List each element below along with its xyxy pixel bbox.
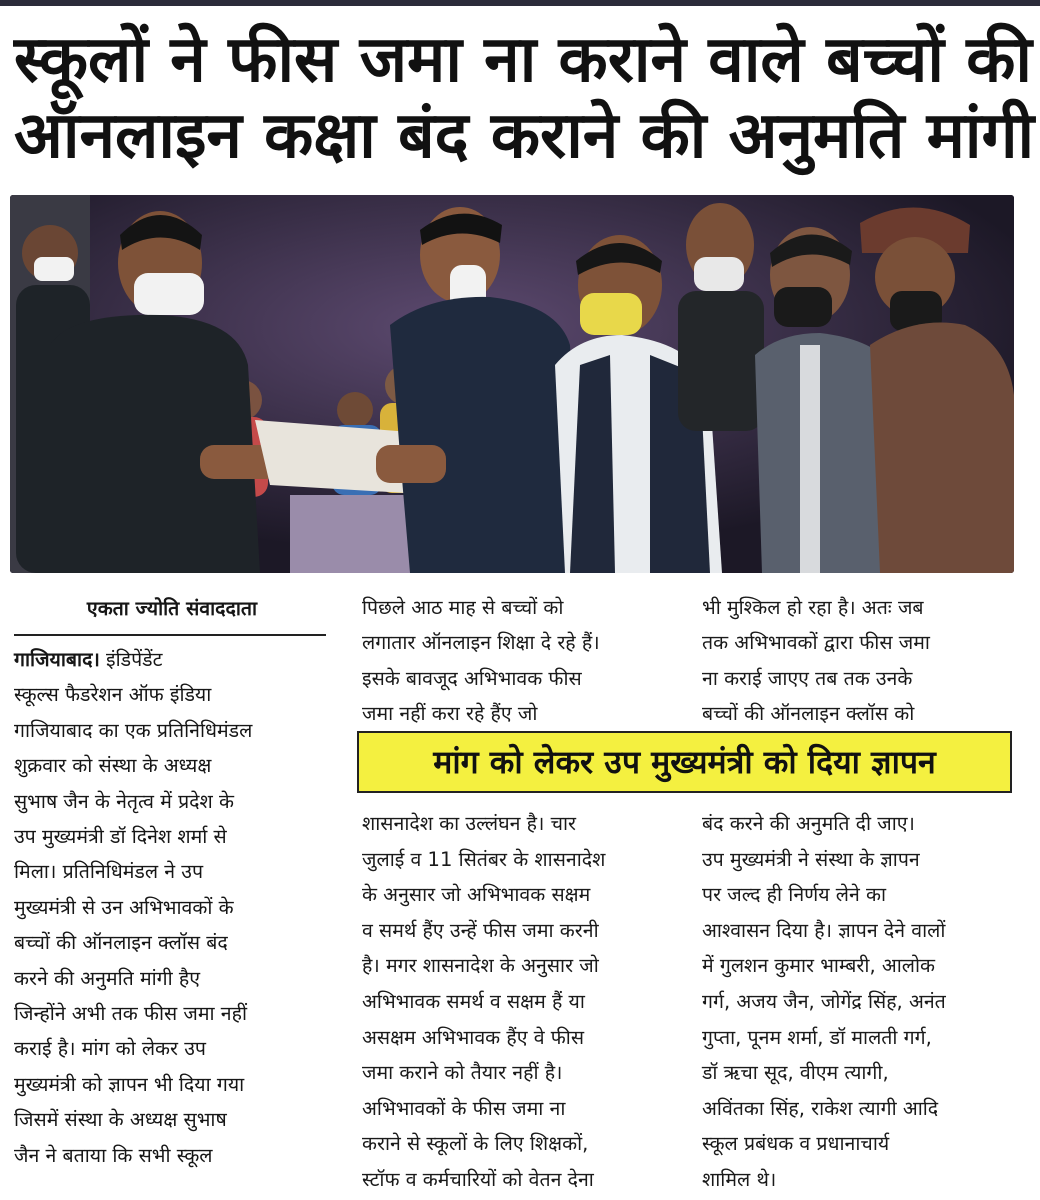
column-1-line: मुख्यमंत्री को ज्ञापन भी दिया गया (14, 1072, 245, 1096)
column-3-line: में गुलशन कुमार भाम्बरी, आलोक (702, 954, 936, 978)
column-3-line: बंद करने की अनुमति दी जाए। (702, 812, 915, 835)
column-2-line: के अनुसार जो अभिभावक सक्षम (362, 883, 591, 907)
column-3-line: अविंतका सिंह, राकेश त्यागी आदि (702, 1096, 939, 1120)
column-1-line: मिला। प्रतिनिधिमंडल ने उप (14, 860, 204, 884)
column-2-line: असक्षम अभिभावक हैंए वे फीस (362, 1025, 584, 1049)
column-1-line: स्कूल्स फैडरेशन ऑफ इंडिया (14, 683, 212, 707)
column-1-line: सुभाष जैन के नेतृत्व में प्रदेश के (14, 789, 234, 813)
column-3-line: तक अभिभावकों द्वारा फीस जमा (702, 631, 930, 655)
column-1-line: जिन्होंने अभी तक फीस जमा नहीं (14, 1002, 247, 1026)
column-2-line: जमा कराने को तैयार नहीं है। (362, 1061, 563, 1085)
column-2-line: लगातार ऑनलाइन शिक्षा दे रहे हैं। (362, 631, 600, 655)
column-3-line: शामिल थे। (702, 1167, 777, 1191)
news-photo (10, 195, 1014, 573)
column-1-first-line (14, 642, 330, 677)
column-1-line: कराई है। मांग को लेकर उप (14, 1037, 206, 1061)
column-1-line: जिसमें संस्था के अध्यक्ष सुभाष (14, 1108, 227, 1132)
article-column-2-top (362, 590, 600, 732)
column-3-line: स्कूल प्रबंधक व प्रधानाचार्य (702, 1132, 890, 1156)
column-1-line: उप मुख्यमंत्री डॉ दिनेश शर्मा से (14, 825, 227, 849)
column-3-line: गुप्ता, पूनम शर्मा, डॉ मालती गर्ग, (702, 1025, 932, 1049)
column-1-line: गाजियाबाद का एक प्रतिनिधिमंडल (14, 718, 253, 742)
byline-rule (14, 634, 326, 636)
photo-illustration (10, 195, 1014, 573)
column-3-line: गर्ग, अजय जैन, जोगेंद्र सिंह, अनंत (702, 989, 946, 1013)
column-1-line: इंडिपेंडेंट (99, 648, 163, 671)
article-column-3-top (702, 590, 930, 732)
column-2-line: इसके बावजूद अभिभावक फीस (362, 666, 582, 690)
column-2-line: है। मगर शासनादेश के अनुसार जो (362, 954, 599, 978)
article-column-3-bottom (702, 806, 946, 1198)
column-3-line: भी मुश्किल हो रहा है। अतः जब (702, 596, 924, 619)
column-2-line: जमा नहीं करा रहे हैंए जो (362, 702, 538, 726)
person-background-right (678, 203, 764, 431)
column-3-line: पर जल्द ही निर्णय लेने का (702, 883, 887, 907)
column-2-line: स्टॉफ व कर्मचारियों को वेतन देना (362, 1167, 594, 1191)
column-2-line: कराने से स्कूलों के लिए शिक्षकों, (362, 1132, 589, 1156)
headline-line-1: स्कूलों ने फीस जमा ना कराने वाले बच्चों की (14, 23, 1032, 97)
byline: एकता ज्योति संवाददाता (86, 597, 258, 620)
dateline: गाजियाबाद। (14, 648, 100, 671)
column-3-line: आश्वासन दिया है। ज्ञापन देने वालों (702, 918, 946, 942)
column-3-line: उप मुख्यमंत्री ने संस्था के ज्ञापन (702, 847, 920, 871)
column-2-line: पिछले आठ माह से बच्चों को (362, 596, 564, 619)
top-border (0, 0, 1040, 6)
column-1-line: बच्चों की ऑनलाइन क्लॉस बंद (14, 931, 228, 955)
column-1-line: करने की अनुमति मांगी हैए (14, 966, 201, 990)
column-1-line: जैन ने बताया कि सभी स्कूल (14, 1143, 213, 1167)
article-column-2-bottom (362, 806, 605, 1198)
column-2-line: व समर्थ हैंए उन्हें फीस जमा करनी (362, 918, 599, 942)
subheading-box: मांग को लेकर उप मुख्यमंत्री को दिया ज्ञापन (357, 731, 1012, 793)
column-3-line: ना कराई जाएए तब तक उनके (702, 666, 913, 690)
column-3-line: डॉ ऋचा सूद, वीएम त्यागी, (702, 1061, 889, 1085)
column-1-line: मुख्यमंत्री से उन अभिभावकों के (14, 895, 234, 919)
article-column-1 (14, 590, 330, 1173)
column-2-line: अभिभावक समर्थ व सक्षम हैं या (362, 989, 585, 1013)
headline-line-2: ऑनलाइन कक्षा बंद कराने की अनुमति मांगी (14, 99, 1035, 173)
column-2-line: शासनादेश का उल्लंघन है। चार (362, 812, 577, 835)
column-3-line: बच्चों की ऑनलाइन क्लॉस को (702, 702, 915, 726)
headline (14, 22, 1035, 174)
column-2-line: जुलाई व 11 सितंबर के शासनादेश (362, 847, 606, 871)
column-1-line: शुक्रवार को संस्था के अध्यक्ष (14, 754, 212, 778)
column-2-line: अभिभावकों के फीस जमा ना (362, 1096, 566, 1120)
